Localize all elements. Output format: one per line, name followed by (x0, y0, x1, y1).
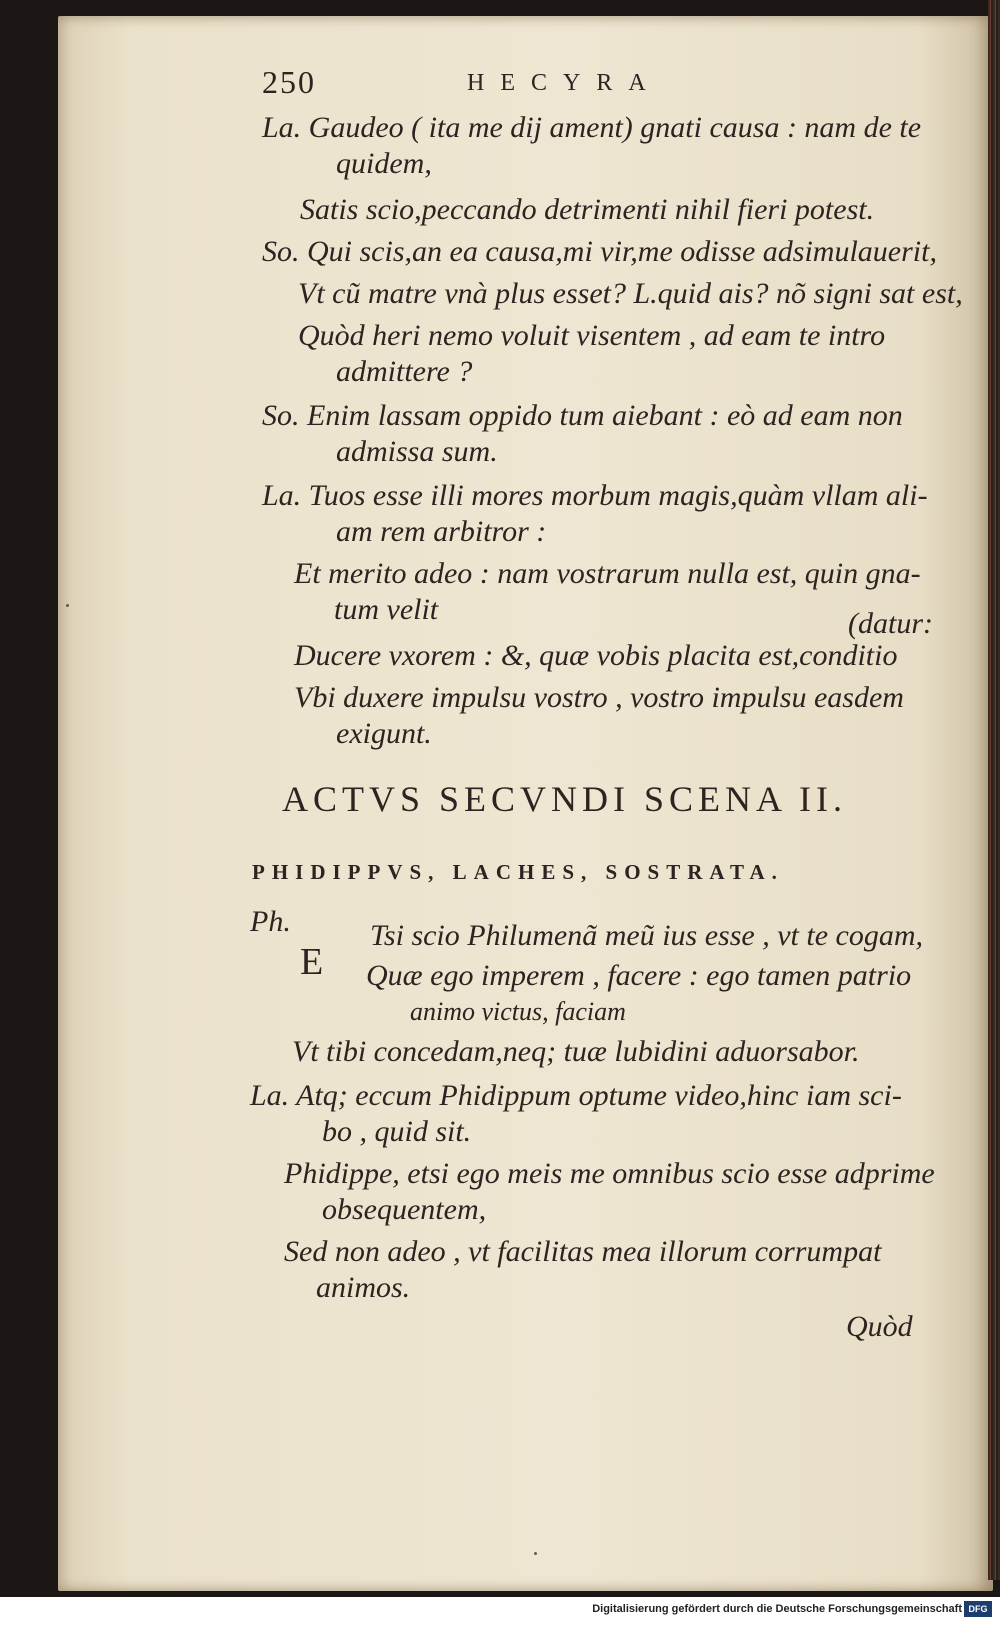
text-line: Vt tibi concedam,neq; tuæ lubidini aduorsabor. (292, 1035, 860, 1068)
text-line: So. Enim lassam oppido tum aiebant : eò ad eam non (262, 399, 903, 432)
page-number: 250 (262, 64, 316, 100)
text-line: La. Tuos esse illi mores morbum magis,quàm vllam ali- (262, 479, 928, 512)
text-line: admissa sum. (336, 435, 498, 468)
text-line: (datur: (848, 607, 933, 640)
text-line: obsequentem, (322, 1193, 487, 1226)
text-line: Tsi scio Philumenã meũ ius esse , vt te cogam, (370, 919, 923, 952)
dfg-logo-icon: DFG (964, 1601, 992, 1617)
footer-bar (0, 1597, 1000, 1625)
footer-credit: Digitalisierung gefördert durch die Deutsche Forschungsgemeinschaft (592, 1603, 962, 1615)
text-line: animos. (316, 1271, 411, 1304)
scene-heading: ACTVS SECVNDI SCENA II. (282, 779, 848, 819)
dramatis-personae: PHIDIPPVS, LACHES, SOSTRATA. (252, 860, 784, 884)
text-line: Vbi duxere impulsu vostro , vostro impulsu easdem (294, 681, 904, 714)
text-line: Phidippe, etsi ego meis me omnibus scio esse adprime (284, 1157, 935, 1190)
text-line: exigunt. (336, 717, 432, 750)
text-line: Sed non adeo , vt facilitas mea illorum corrumpat (284, 1235, 882, 1268)
text-line: Ducere vxorem : &, quæ vobis placita est,conditio (294, 639, 898, 672)
initial-letter: E (300, 941, 324, 983)
text-line: Quòd heri nemo voluit visentem , ad eam te intro (298, 319, 886, 352)
paper-speck (66, 604, 69, 607)
text-line: La. Atq; eccum Phidippum optume video,hinc iam sci- (250, 1079, 902, 1112)
text-line: quidem, (336, 147, 432, 180)
text-line: Vt cũ matre vnà plus esset? L.quid ais? nõ signi sat est, (298, 277, 963, 310)
paper-speck (534, 1552, 537, 1555)
text-line: admittere ? (336, 355, 473, 388)
book-fore-edge (988, 0, 1000, 1580)
running-title: HECYRA (467, 70, 662, 96)
text-line: Satis scio,peccando detrimenti nihil fieri potest. (300, 193, 875, 226)
page-header (262, 64, 922, 104)
text-line: animo victus, faciam (410, 997, 626, 1026)
catchword: Quòd (846, 1310, 913, 1343)
text-line: Quæ ego imperem , facere : ego tamen patrio (366, 959, 912, 992)
text-line: am rem arbitror : (336, 515, 547, 548)
speaker-label: Ph. (250, 905, 291, 938)
text-line: La. Gaudeo ( ita me dij ament) gnati causa : nam de te (262, 111, 922, 144)
text-line: bo , quid sit. (322, 1115, 472, 1148)
text-line: So. Qui scis,an ea causa,mi vir,me odisse adsimulauerit, (262, 235, 937, 268)
text-line: tum velit (334, 593, 439, 626)
text-line: Et merito adeo : nam vostrarum nulla est, quin gna- (294, 557, 921, 590)
